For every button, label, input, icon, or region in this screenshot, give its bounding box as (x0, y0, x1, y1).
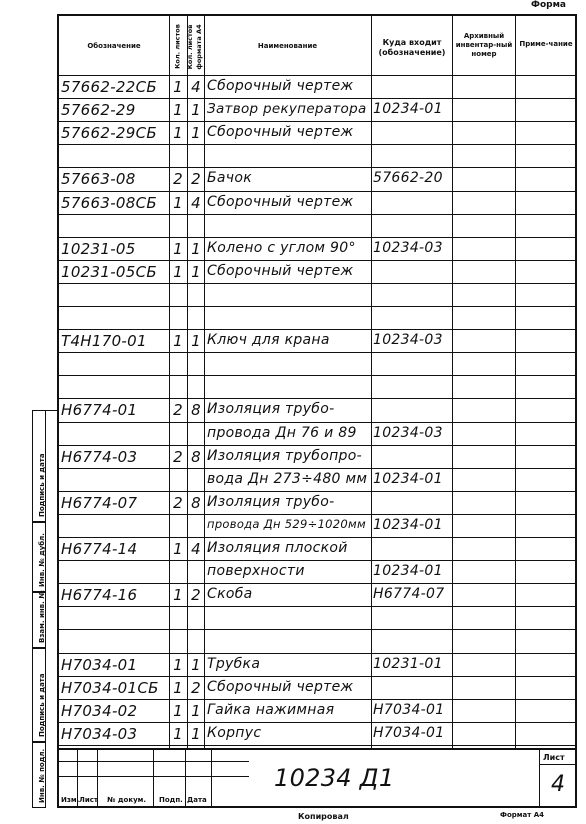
row-naimenovanie: Изоляция трубо- (207, 493, 335, 510)
row-naimenovanie: Затвор рекуператора (207, 101, 367, 118)
row-kol-a4: 1 (191, 239, 201, 258)
row-kol-a4: 4 (191, 78, 201, 96)
row-kol-listov: 1 (173, 540, 183, 558)
row-kuda-vhodit: 10234-03 (373, 239, 443, 256)
side-inv-dubl: Инв. № дубл. (32, 522, 46, 592)
row-oboznachenie: Н6774-01 (61, 401, 138, 420)
row-naimenovanie: поверхности (207, 563, 305, 580)
row-naimenovanie: Бачок (207, 170, 252, 187)
row-oboznachenie: Н7034-01СБ (61, 678, 159, 697)
row-oboznachenie: 57662-29СБ (61, 124, 157, 143)
row-oboznachenie: 10231-05 (61, 239, 136, 258)
side-podpis-data-1: Подпись и дата (32, 410, 46, 522)
row-naimenovanie: Трубка (207, 655, 261, 672)
row-naimenovanie: Сборочный чертеж (207, 78, 354, 94)
row-kol-a4: 1 (191, 655, 201, 674)
stamp-izm: Изм. (61, 796, 80, 804)
stamp-list-label: Лист (543, 753, 565, 762)
row-naimenovanie: Сборочный чертеж (207, 193, 354, 210)
row-kol-a4: 4 (191, 193, 201, 212)
row-kuda-vhodit: Н7034-01 (373, 701, 445, 718)
row-kuda-vhodit: 10234-01 (373, 101, 443, 118)
form-label-bottom: Формат А4 (500, 811, 544, 819)
header-primechanie: Приме-чание (519, 40, 573, 48)
stamp-podp: Подп. (159, 796, 183, 804)
stamp-list-number: 4 (551, 772, 566, 797)
row-kol-a4: 8 (191, 493, 201, 512)
row-naimenovanie: Ключ для крана (207, 332, 330, 349)
row-kol-listov: 1 (173, 678, 183, 697)
row-oboznachenie: Н7034-02 (61, 701, 138, 720)
row-kol-listov: 2 (173, 493, 183, 512)
row-naimenovanie: Гайка нажимная (207, 701, 335, 718)
row-kol-listov: 1 (173, 332, 183, 351)
header-kol-a4: Кол. листов формата А4 (186, 24, 203, 70)
side-vzam-inv: Взам. инв. № (32, 592, 46, 648)
row-kol-a4: 1 (191, 262, 201, 281)
row-kol-listov: 1 (173, 193, 183, 212)
row-kol-listov: 2 (173, 401, 183, 420)
row-kuda-vhodit: 10231-01 (373, 655, 443, 672)
row-oboznachenie: 57663-08СБ (61, 193, 157, 212)
row-oboznachenie: Н6774-16 (61, 586, 138, 605)
stamp-doc-number: 10234 Д1 (274, 764, 395, 792)
row-kol-a4: 1 (191, 701, 201, 720)
row-kol-listov: 1 (173, 239, 183, 258)
side-inv-podl: Инв. № подл. (32, 742, 46, 808)
row-kuda-vhodit: 10234-03 (373, 424, 443, 441)
row-kol-listov: 1 (173, 655, 183, 674)
row-oboznachenie: Н6774-03 (61, 447, 138, 466)
row-kol-a4: 1 (191, 724, 201, 743)
row-naimenovanie: Корпус (207, 724, 262, 741)
header-kol-listov: Кол. листов (173, 24, 182, 69)
row-kol-listov: 1 (173, 78, 183, 96)
row-kol-listov: 1 (173, 586, 183, 605)
row-kol-a4: 4 (191, 540, 201, 558)
header-oboznachenie: Обозначение (87, 42, 141, 50)
row-kol-listov: 1 (173, 101, 183, 120)
row-oboznachenie: Н7034-03 (61, 724, 138, 743)
row-naimenovanie: провода Дн 76 и 89 (207, 424, 357, 441)
row-naimenovanie: Изоляция плоской (207, 540, 348, 556)
row-kuda-vhodit: 10234-01 (373, 516, 443, 533)
stamp-list: Лист (79, 796, 98, 804)
row-naimenovanie: Изоляция трубопро- (207, 447, 362, 464)
copied-label: Копировал (298, 812, 349, 821)
row-kol-listov: 2 (173, 447, 183, 466)
row-kol-a4: 1 (191, 332, 201, 351)
document-frame (57, 14, 577, 808)
row-oboznachenie: Н6774-07 (61, 493, 138, 512)
row-kol-listov: 1 (173, 701, 183, 720)
row-naimenovanie: Изоляция трубо- (207, 401, 335, 418)
row-kuda-vhodit: Н6774-07 (373, 586, 445, 603)
row-kol-a4: 2 (191, 586, 201, 605)
row-oboznachenie: 57662-22СБ (61, 78, 157, 96)
row-kol-a4: 8 (191, 447, 201, 466)
row-kol-listov: 1 (173, 262, 183, 281)
row-kol-a4: 2 (191, 678, 201, 697)
row-naimenovanie: Сборочный чертеж (207, 262, 354, 279)
row-kuda-vhodit: 10234-01 (373, 470, 443, 487)
row-kol-a4: 8 (191, 401, 201, 420)
side-podpis-data-2: Подпись и дата (32, 648, 46, 742)
row-oboznachenie: Н6774-14 (61, 540, 138, 558)
row-kol-listov: 2 (173, 170, 183, 189)
stamp-dokum: № докум. (107, 796, 147, 804)
row-naimenovanie: Сборочный чертеж (207, 678, 354, 695)
header-kuda-vhodit: Куда входит (обозначение) (378, 38, 446, 57)
row-kol-a4: 2 (191, 170, 201, 189)
row-kuda-vhodit: Н7034-01 (373, 724, 445, 741)
form-label-top: Форма (531, 0, 566, 10)
row-oboznachenie: Т4Н170-01 (61, 332, 147, 351)
header-arhivny: Архивный инвентар-ный номер (455, 32, 513, 58)
row-kol-listov: 1 (173, 724, 183, 743)
row-oboznachenie: 57663-08 (61, 170, 136, 189)
row-kol-a4: 1 (191, 101, 201, 120)
row-naimenovanie: вода Дн 273÷480 мм (207, 470, 368, 487)
row-kol-a4: 1 (191, 124, 201, 143)
row-kol-listov: 1 (173, 124, 183, 143)
header-naimenovanie: Наименование (257, 42, 318, 50)
row-naimenovanie: провода Дн 529÷1020мм (207, 516, 366, 531)
row-kuda-vhodit: 10234-01 (373, 563, 443, 580)
row-kuda-vhodit: 10234-03 (373, 332, 443, 349)
row-naimenovanie: Скоба (207, 586, 253, 603)
row-oboznachenie: 10231-05СБ (61, 262, 157, 281)
row-naimenovanie: Колено с углом 90° (207, 239, 356, 256)
row-oboznachenie: 57662-29 (61, 101, 136, 120)
row-naimenovanie: Сборочный чертеж (207, 124, 354, 141)
row-kuda-vhodit: 57662-20 (373, 170, 443, 187)
row-oboznachenie: Н7034-01 (61, 655, 138, 674)
stamp-data: Дата (187, 796, 207, 804)
